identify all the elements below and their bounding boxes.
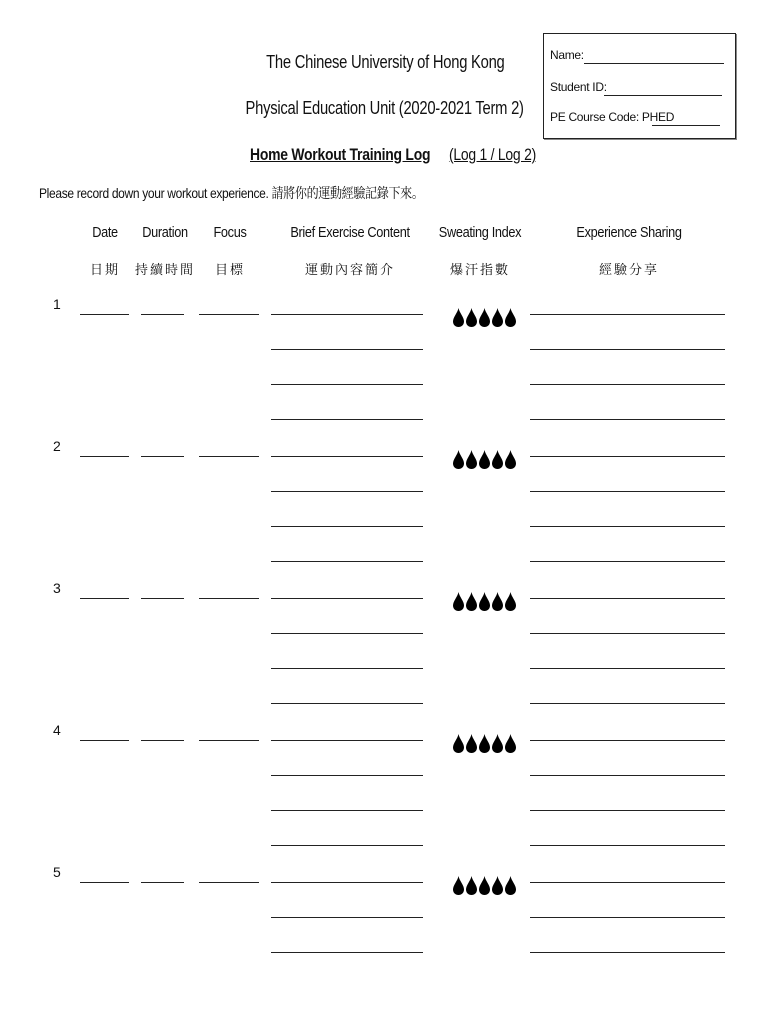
experience-sharing-line[interactable]	[530, 775, 725, 776]
experience-sharing-line[interactable]	[530, 740, 725, 741]
column-header: Experience Sharing	[576, 224, 682, 241]
sweating-index[interactable]	[453, 734, 516, 753]
name-label: Name:	[550, 48, 584, 62]
entry-number: 2	[53, 438, 61, 454]
column-header-chinese: 爆汗指數	[449, 263, 510, 278]
duration-field[interactable]	[141, 882, 184, 883]
experience-sharing-line[interactable]	[530, 917, 725, 918]
water-drop-icon[interactable]	[479, 734, 490, 753]
course-code-field[interactable]	[652, 125, 720, 126]
course-code-label: PE Course Code: PHED	[550, 110, 675, 124]
water-drop-icon[interactable]	[492, 450, 503, 469]
water-drop-icon[interactable]	[505, 876, 516, 895]
date-field[interactable]	[80, 882, 129, 883]
exercise-content-line[interactable]	[271, 384, 423, 385]
column-header: Sweating Index	[438, 224, 522, 241]
water-drop-icon[interactable]	[505, 734, 516, 753]
exercise-content-line[interactable]	[271, 668, 423, 669]
experience-sharing-line[interactable]	[530, 810, 725, 811]
date-field[interactable]	[80, 456, 129, 457]
experience-sharing-line[interactable]	[530, 845, 725, 846]
experience-sharing-line[interactable]	[530, 349, 725, 350]
column-header-chinese: 目標	[214, 263, 245, 278]
exercise-content-line[interactable]	[271, 598, 423, 599]
experience-sharing-line[interactable]	[530, 419, 725, 420]
experience-sharing-line[interactable]	[530, 456, 725, 457]
water-drop-icon[interactable]	[466, 450, 477, 469]
water-drop-icon[interactable]	[466, 592, 477, 611]
student-id-label: Student ID:	[550, 80, 607, 94]
experience-sharing-line[interactable]	[530, 668, 725, 669]
duration-field[interactable]	[141, 740, 184, 741]
exercise-content-line[interactable]	[271, 882, 423, 883]
experience-sharing-line[interactable]	[530, 561, 725, 562]
exercise-content-line[interactable]	[271, 952, 423, 953]
instruction-text: Please record down your workout experience. 請將你的運動經驗記錄下來。	[39, 185, 424, 201]
student-id-field[interactable]	[604, 95, 722, 96]
date-field[interactable]	[80, 314, 129, 315]
log-number: (Log 1 / Log 2)	[448, 145, 536, 164]
entry-number: 3	[53, 580, 61, 596]
focus-field[interactable]	[199, 456, 259, 457]
column-header-chinese: 持續時間	[134, 263, 195, 278]
log-title: Home Workout Training Log	[250, 145, 431, 164]
duration-field[interactable]	[141, 314, 184, 315]
water-drop-icon[interactable]	[453, 876, 464, 895]
experience-sharing-line[interactable]	[530, 526, 725, 527]
water-drop-icon[interactable]	[453, 734, 464, 753]
experience-sharing-line[interactable]	[530, 598, 725, 599]
focus-field[interactable]	[199, 740, 259, 741]
exercise-content-line[interactable]	[271, 845, 423, 846]
experience-sharing-line[interactable]	[530, 882, 725, 883]
exercise-content-line[interactable]	[271, 740, 423, 741]
student-info-box	[543, 33, 736, 139]
water-drop-icon[interactable]	[453, 308, 464, 327]
exercise-content-line[interactable]	[271, 810, 423, 811]
water-drop-icon[interactable]	[492, 592, 503, 611]
exercise-content-line[interactable]	[271, 703, 423, 704]
duration-field[interactable]	[141, 456, 184, 457]
experience-sharing-line[interactable]	[530, 633, 725, 634]
water-drop-icon[interactable]	[453, 450, 464, 469]
exercise-content-line[interactable]	[271, 456, 423, 457]
focus-field[interactable]	[199, 314, 259, 315]
experience-sharing-line[interactable]	[530, 491, 725, 492]
water-drop-icon[interactable]	[479, 592, 490, 611]
water-drop-icon[interactable]	[479, 876, 490, 895]
water-drop-icon[interactable]	[492, 734, 503, 753]
exercise-content-line[interactable]	[271, 526, 423, 527]
experience-sharing-line[interactable]	[530, 314, 725, 315]
experience-sharing-line[interactable]	[530, 384, 725, 385]
name-field[interactable]	[584, 63, 724, 64]
water-drop-icon[interactable]	[492, 308, 503, 327]
exercise-content-line[interactable]	[271, 633, 423, 634]
column-header-chinese: 經驗分享	[598, 263, 659, 278]
experience-sharing-line[interactable]	[530, 703, 725, 704]
water-drop-icon[interactable]	[492, 876, 503, 895]
water-drop-icon[interactable]	[466, 876, 477, 895]
focus-field[interactable]	[199, 882, 259, 883]
focus-field[interactable]	[199, 598, 259, 599]
exercise-content-line[interactable]	[271, 314, 423, 315]
water-drop-icon[interactable]	[505, 592, 516, 611]
water-drop-icon[interactable]	[466, 308, 477, 327]
entry-number: 4	[53, 722, 61, 738]
date-field[interactable]	[80, 598, 129, 599]
exercise-content-line[interactable]	[271, 491, 423, 492]
water-drop-icon[interactable]	[479, 308, 490, 327]
sweating-index[interactable]	[453, 592, 516, 611]
log-title-row	[250, 145, 599, 165]
column-header: Date	[92, 224, 118, 241]
column-header: Duration	[142, 224, 188, 241]
column-header-chinese: 日期	[89, 263, 120, 278]
unit-subtitle: Physical Education Unit (2020-2021 Term 2)	[245, 98, 525, 118]
date-field[interactable]	[80, 740, 129, 741]
entry-number: 5	[53, 864, 61, 880]
exercise-content-line[interactable]	[271, 561, 423, 562]
column-header: Focus	[213, 224, 247, 241]
exercise-content-line[interactable]	[271, 775, 423, 776]
duration-field[interactable]	[141, 598, 184, 599]
exercise-content-line[interactable]	[271, 917, 423, 918]
water-drop-icon[interactable]	[505, 308, 516, 327]
water-drop-icon[interactable]	[466, 734, 477, 753]
column-header: Brief Exercise Content	[290, 224, 410, 241]
sweating-index[interactable]	[453, 876, 516, 895]
experience-sharing-line[interactable]	[530, 952, 725, 953]
university-title: The Chinese University of Hong Kong	[265, 52, 505, 72]
exercise-content-line[interactable]	[271, 349, 423, 350]
water-drop-icon[interactable]	[479, 450, 490, 469]
water-drop-icon[interactable]	[453, 592, 464, 611]
sweating-index[interactable]	[453, 450, 516, 469]
sweating-index[interactable]	[453, 308, 516, 327]
entry-number: 1	[53, 296, 61, 312]
column-header-chinese: 運動內容簡介	[304, 263, 395, 278]
water-drop-icon[interactable]	[505, 450, 516, 469]
exercise-content-line[interactable]	[271, 419, 423, 420]
